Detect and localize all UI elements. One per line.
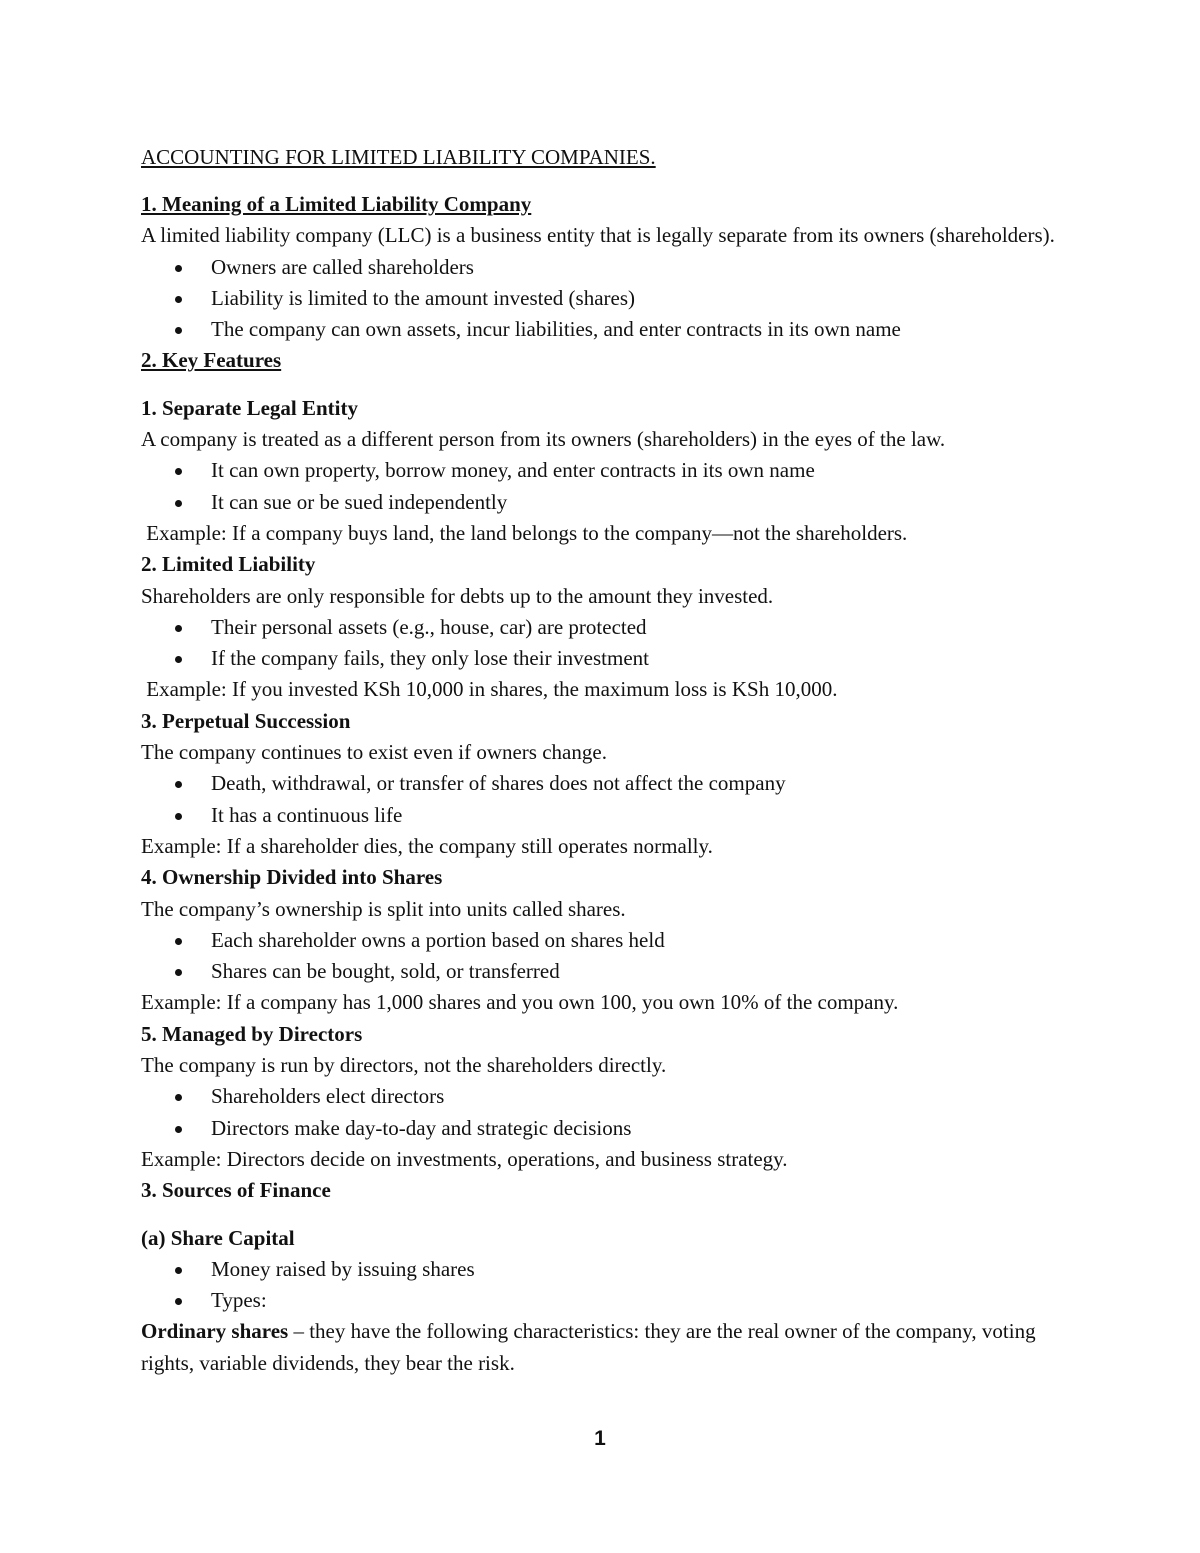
list-item: Types: bbox=[141, 1285, 1059, 1316]
bullet-icon bbox=[175, 625, 182, 632]
list-item: Shares can be bought, sold, or transferred bbox=[141, 956, 1059, 987]
list-item: Each shareholder owns a portion based on shares held bbox=[141, 925, 1059, 956]
feature-2-paragraph: Shareholders are only responsible for debts up to the amount they invested. bbox=[141, 583, 774, 608]
ordinary-shares-paragraph bbox=[141, 1316, 1059, 1379]
ordinary-shares-label: Ordinary shares bbox=[141, 1319, 289, 1344]
section-3-heading: 3. Sources of Finance bbox=[141, 1178, 331, 1203]
bullet-icon bbox=[175, 1267, 182, 1274]
section-1-bullet-list bbox=[141, 252, 1059, 346]
list-item: Owners are called shareholders bbox=[141, 252, 1059, 283]
feature-4-heading: 4. Ownership Divided into Shares bbox=[141, 865, 443, 890]
bullet-icon bbox=[175, 1094, 182, 1101]
feature-4-example: Example: If a company has 1,000 shares and you own 100, you own 10% of the company. bbox=[141, 990, 899, 1015]
list-item: It has a continuous life bbox=[141, 800, 1059, 831]
list-item: It can own property, borrow money, and enter contracts in its own name bbox=[141, 455, 1059, 486]
feature-3-bullet-list bbox=[141, 768, 1059, 831]
bullet-icon bbox=[175, 500, 182, 507]
feature-5-bullet-list bbox=[141, 1081, 1059, 1144]
bullet-icon bbox=[175, 656, 182, 663]
share-capital-bullet-list bbox=[141, 1254, 1059, 1317]
section-2-heading: 2. Key Features bbox=[141, 348, 282, 373]
list-item: Directors make day-to-day and strategic decisions bbox=[141, 1113, 1059, 1144]
feature-1-heading: 1. Separate Legal Entity bbox=[141, 395, 358, 420]
bullet-icon bbox=[175, 327, 182, 334]
bullet-icon bbox=[175, 296, 182, 303]
list-item: If the company fails, they only lose their investment bbox=[141, 643, 1059, 674]
bullet-icon bbox=[175, 1298, 182, 1305]
section-1-paragraph: A limited liability company (LLC) is a business entity that is legally separate from its owners (shareholders). bbox=[141, 223, 1055, 248]
list-item: Money raised by issuing shares bbox=[141, 1254, 1059, 1285]
list-item: Death, withdrawal, or transfer of shares does not affect the company bbox=[141, 768, 1059, 799]
feature-1-paragraph: A company is treated as a different person from its owners (shareholders) in the eyes of the law. bbox=[141, 427, 946, 452]
list-item: Shareholders elect directors bbox=[141, 1081, 1059, 1112]
feature-5-paragraph: The company is run by directors, not the shareholders directly. bbox=[141, 1053, 667, 1078]
list-item: Liability is limited to the amount invested (shares) bbox=[141, 283, 1059, 314]
feature-4-paragraph: The company’s ownership is split into units called shares. bbox=[141, 896, 626, 921]
bullet-icon bbox=[175, 938, 182, 945]
bullet-icon bbox=[175, 468, 182, 475]
feature-2-heading: 2. Limited Liability bbox=[141, 552, 316, 577]
bullet-icon bbox=[175, 813, 182, 820]
section-1-heading: 1. Meaning of a Limited Liability Company bbox=[141, 192, 532, 216]
list-item: Their personal assets (e.g., house, car) are protected bbox=[141, 612, 1059, 643]
share-capital-heading: (a) Share Capital bbox=[141, 1225, 295, 1250]
ordinary-shares-text: – they have the following characteristics: they are the real owner of the company, voting rights, variable dividends, they bear the risk. bbox=[141, 1319, 1036, 1375]
feature-2-bullet-list bbox=[141, 612, 1059, 675]
document-title: ACCOUNTING FOR LIMITED LIABILITY COMPANIES. bbox=[141, 145, 656, 169]
feature-2-example: Example: If you invested KSh 10,000 in shares, the maximum loss is KSh 10,000. bbox=[141, 677, 838, 702]
feature-5-heading: 5. Managed by Directors bbox=[141, 1021, 363, 1046]
feature-1-example: Example: If a company buys land, the land belongs to the company—not the shareholders. bbox=[141, 520, 908, 545]
list-item: It can sue or be sued independently bbox=[141, 487, 1059, 518]
feature-3-paragraph: The company continues to exist even if owners change. bbox=[141, 740, 607, 765]
bullet-icon bbox=[175, 1126, 182, 1133]
feature-4-bullet-list bbox=[141, 925, 1059, 988]
bullet-icon bbox=[175, 969, 182, 976]
bullet-icon bbox=[175, 265, 182, 272]
feature-3-heading: 3. Perpetual Succession bbox=[141, 708, 351, 733]
feature-3-example: Example: If a shareholder dies, the company still operates normally. bbox=[141, 833, 713, 858]
page-number: 1 bbox=[594, 1427, 606, 1450]
feature-5-example: Example: Directors decide on investments, operations, and business strategy. bbox=[141, 1146, 788, 1171]
feature-1-bullet-list bbox=[141, 455, 1059, 518]
bullet-icon bbox=[175, 781, 182, 788]
list-item: The company can own assets, incur liabilities, and enter contracts in its own name bbox=[141, 314, 1059, 345]
page-content bbox=[141, 142, 1059, 1379]
